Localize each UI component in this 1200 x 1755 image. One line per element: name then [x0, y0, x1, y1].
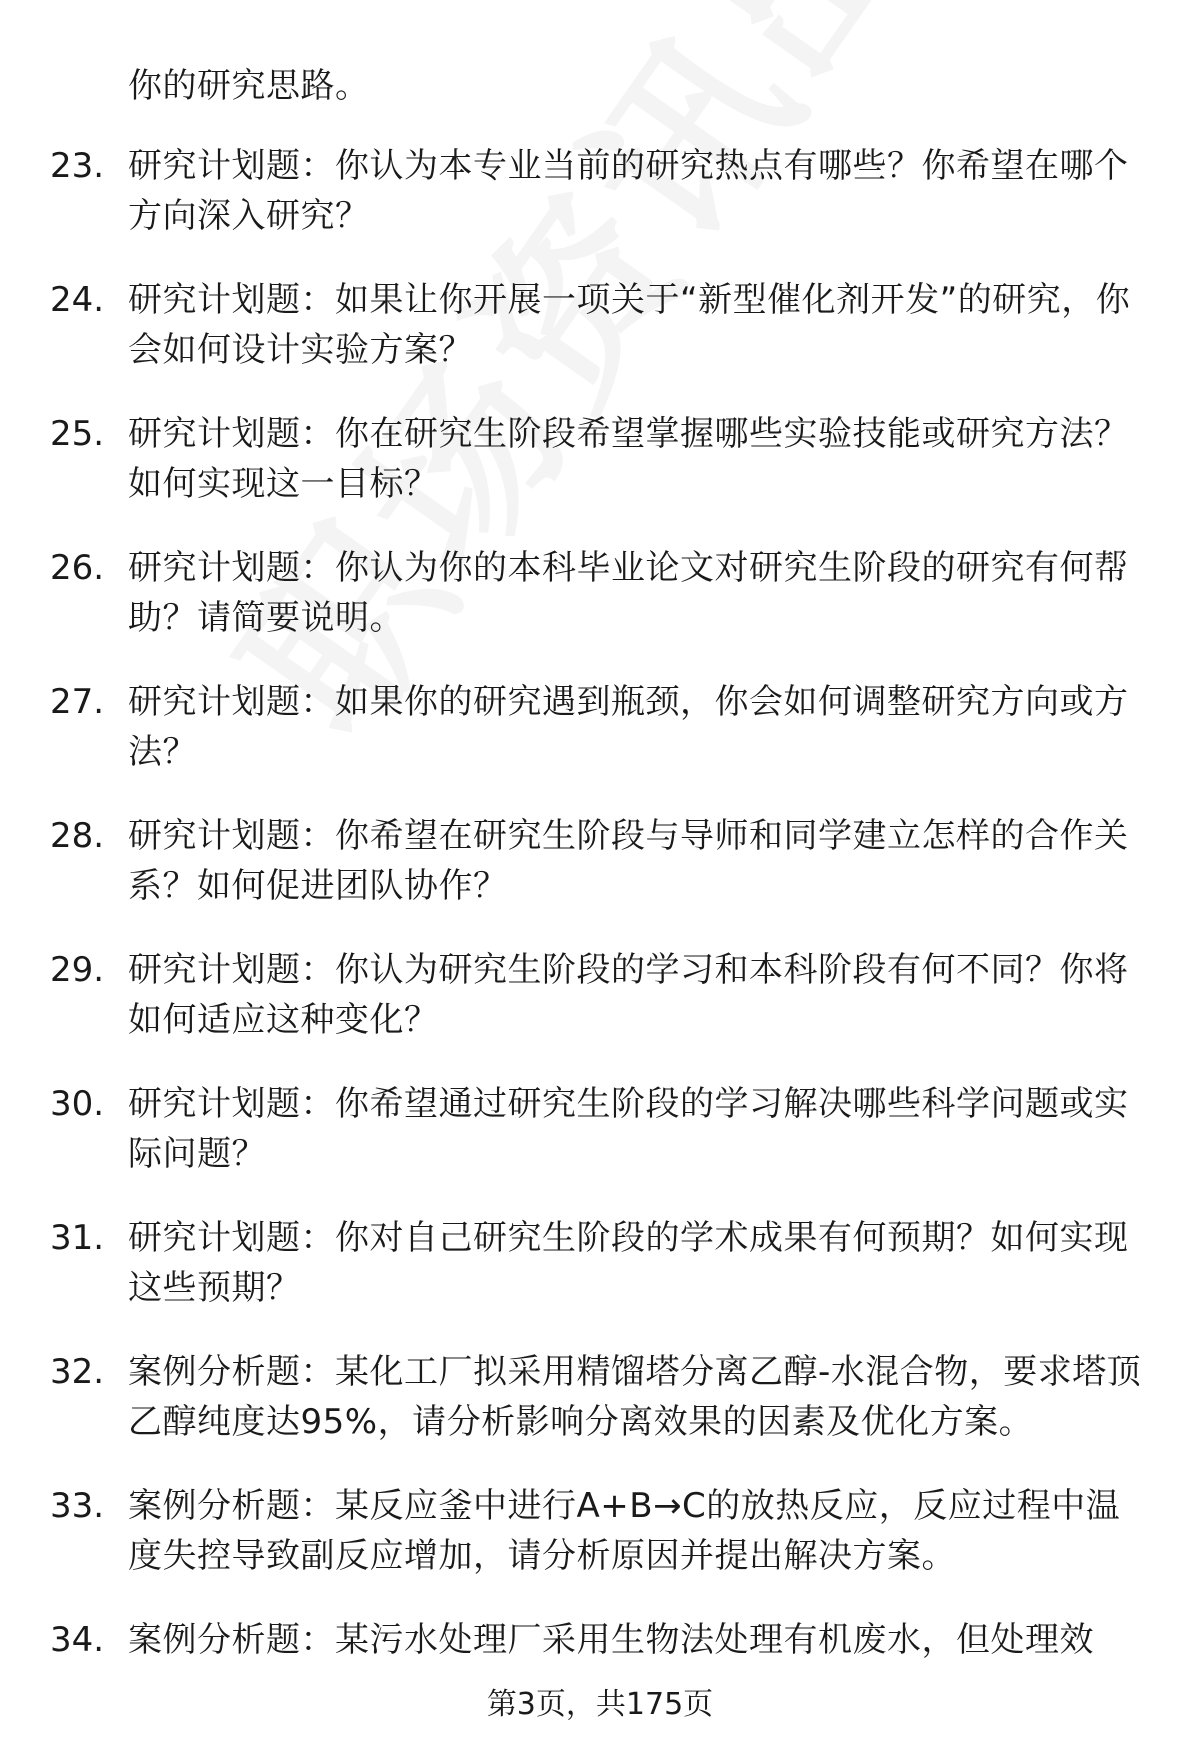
list-item — [0, 1213, 1200, 1347]
question-text: 案例分析题：某化工厂拟采用精馏塔分离乙醇-水混合物，要求塔顶乙醇纯度达95%，请分析影响分离效果的因素及优化方案。 — [128, 1352, 1142, 1442]
question-text: 研究计划题：如果你的研究遇到瓶颈，你会如何调整研究方向或方法？ — [128, 682, 1129, 772]
list-item — [0, 275, 1200, 409]
list-item — [0, 141, 1200, 275]
question-number: 24. — [50, 280, 105, 320]
question-list — [0, 141, 1200, 1749]
question-number: 26. — [50, 548, 105, 588]
question-text: 研究计划题：你认为你的本科毕业论文对研究生阶段的研究有何帮助？请简要说明。 — [128, 548, 1129, 638]
question-text: 研究计划题：你认为研究生阶段的学习和本科阶段有何不同？你将如何适应这种变化？ — [128, 950, 1129, 1040]
question-text: 研究计划题：如果让你开展一项关于“新型催化剂开发”的研究，你会如何设计实验方案？ — [128, 280, 1131, 370]
list-item — [0, 1347, 1200, 1481]
page-footer: 第3页，共175页 — [486, 1687, 714, 1722]
question-text: 研究计划题：你希望通过研究生阶段的学习解决哪些科学问题或实际问题？ — [128, 1084, 1129, 1174]
list-item — [0, 409, 1200, 543]
list-item — [0, 1615, 1200, 1749]
list-item — [0, 945, 1200, 1079]
question-text: 案例分析题：某污水处理厂采用生物法处理有机废水，但处理效 — [128, 1620, 1094, 1660]
question-text: 研究计划题：你希望在研究生阶段与导师和同学建立怎样的合作关系？如何促进团队协作？ — [128, 816, 1129, 906]
question-number: 23. — [50, 146, 105, 186]
list-item — [0, 1079, 1200, 1213]
list-item — [0, 1481, 1200, 1615]
question-number: 32. — [50, 1352, 105, 1392]
question-number: 33. — [50, 1486, 105, 1526]
question-number: 28. — [50, 816, 105, 856]
question-text: 研究计划题：你对自己研究生阶段的学术成果有何预期？如何实现这些预期？ — [128, 1218, 1129, 1308]
continuation-text: 你的研究思路。 — [128, 66, 370, 106]
question-number: 27. — [50, 682, 105, 722]
question-text: 案例分析题：某反应釜中进行A+B→C的放热反应，反应过程中温度失控导致副反应增加，请分析原因并提出解决方案。 — [128, 1486, 1121, 1576]
question-number: 25. — [50, 414, 105, 454]
list-item — [0, 677, 1200, 811]
question-number: 30. — [50, 1084, 105, 1124]
question-number: 29. — [50, 950, 105, 990]
question-text: 研究计划题：你认为本专业当前的研究热点有哪些？你希望在哪个方向深入研究？ — [128, 146, 1129, 236]
list-item — [0, 811, 1200, 945]
question-number: 31. — [50, 1218, 105, 1258]
question-text: 研究计划题：你在研究生阶段希望掌握哪些实验技能或研究方法？如何实现这一目标？ — [128, 414, 1129, 504]
list-item — [0, 543, 1200, 677]
question-number: 34. — [50, 1620, 105, 1660]
